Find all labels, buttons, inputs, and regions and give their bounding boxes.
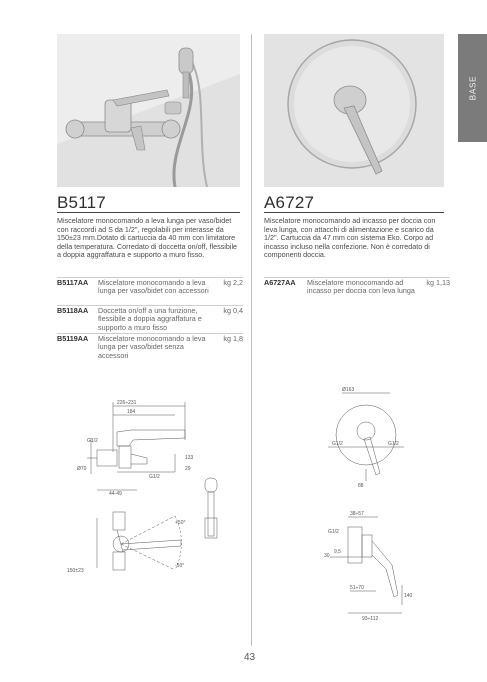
- product-description-right: Miscelatore monocomando ad incasso per doccia con leva lunga, con attacchi di alimentazione e scarico da 1/2". Cartuccia da 47 mm con sistema Eko. Corpo ad incasso incluso nella confezione. Non è corredato di componenti doccia.: [264, 216, 436, 260]
- bidet-mixer-image: [57, 34, 240, 187]
- product-photo-a6727: [264, 34, 444, 187]
- dim-label: 29: [185, 466, 191, 472]
- article-code: A6727AA: [264, 278, 296, 287]
- title-rule-right: [264, 212, 444, 213]
- dim-label: 88: [358, 483, 364, 489]
- code-row: [57, 335, 243, 361]
- dim-label: -50°: [175, 563, 185, 569]
- page-number: 43: [244, 652, 256, 663]
- dim-label: 184: [127, 409, 136, 415]
- product-description-left: Miscelatore monocomando a leva lunga per vaso/bidet con raccordi ad S da 1/2", regolabili per interasse da 150±23 mm.Dotato di cartuccia da 40 mm con limitatore della temperatura. Corredato di doccetta on/off, flessibile a doppia aggraffatura e supporto a muro fisso.: [57, 216, 238, 260]
- dim-label: 44-49: [109, 491, 122, 497]
- dim-label: 9,5: [334, 549, 341, 555]
- column-divider: [251, 34, 252, 646]
- article-weight: kg 0,4: [223, 306, 243, 315]
- article-description: Miscelatore monocomando ad incasso per doccia con leva lunga: [307, 278, 415, 296]
- title-rule-left: [57, 212, 240, 213]
- product-title-right: A6727: [264, 193, 315, 212]
- dim-label: 93÷112: [362, 616, 379, 622]
- dim-label: 140: [404, 593, 413, 599]
- dim-label: 226÷231: [117, 400, 137, 406]
- article-weight: kg 1,13: [426, 278, 450, 287]
- dim-label: Ø70: [77, 466, 87, 472]
- dim-label: G1/2: [149, 474, 160, 480]
- article-code: B5119AA: [57, 334, 89, 343]
- dim-label: G1/2: [332, 441, 343, 447]
- dim-label: G1/2: [328, 529, 339, 535]
- dim-label: G1/2: [87, 438, 98, 444]
- dim-label: Ø163: [342, 387, 355, 393]
- code-row: [57, 307, 243, 333]
- dim-label: G1/2: [388, 441, 399, 447]
- article-description: Miscelatore monocomando a leva lunga per vaso/bidet senza accessori: [98, 334, 206, 360]
- article-description: Doccetta on/off a una funzione, flessibile a doppia aggraffatura e supporto a muro fisso: [98, 306, 202, 332]
- dim-label: 38÷57: [350, 511, 364, 517]
- article-weight: kg 2,2: [223, 278, 243, 287]
- technical-drawing-left: [57, 392, 242, 597]
- code-row: [57, 279, 243, 305]
- article-code: B5118AA: [57, 306, 89, 315]
- dim-label: +50°: [175, 520, 186, 526]
- technical-drawing-right: [318, 385, 438, 630]
- dim-label: 133: [185, 455, 194, 461]
- section-tab-label: BASE: [468, 75, 477, 101]
- article-weight: kg 1,8: [223, 334, 243, 343]
- product-photo-b5117: [57, 34, 240, 187]
- section-tab[interactable]: [458, 34, 487, 142]
- article-code: B5117AA: [57, 278, 89, 287]
- dim-label: 51÷70: [350, 585, 364, 591]
- dim-label: 30: [324, 553, 330, 559]
- dim-label: 150±23: [67, 568, 84, 574]
- product-title-left: B5117: [57, 193, 106, 212]
- article-description: Miscelatore monocomando a leva lunga per vaso/bidet con accessori: [98, 278, 209, 296]
- concealed-mixer-image: [264, 34, 444, 187]
- code-row: [264, 279, 450, 305]
